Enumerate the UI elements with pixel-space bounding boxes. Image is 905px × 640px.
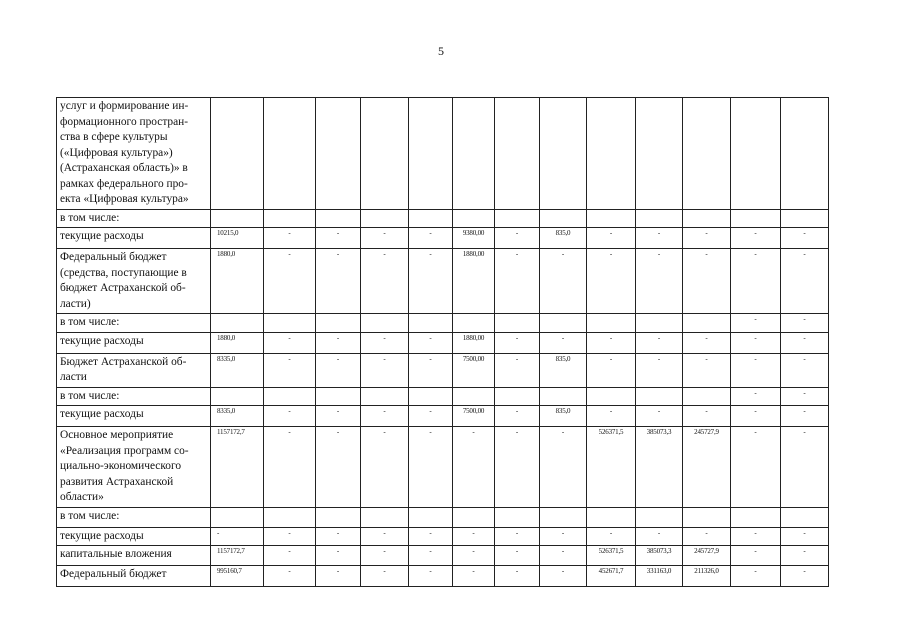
value-cell: [781, 507, 829, 527]
value-cell: [409, 387, 453, 406]
table-row: [57, 249, 829, 314]
value-cell: -: [361, 249, 409, 314]
value-cell: -: [495, 566, 540, 587]
value-cell: -: [636, 228, 683, 249]
value-cell: -: [409, 228, 453, 249]
value-cell: -: [495, 353, 540, 387]
table-row: [57, 566, 829, 587]
value-cell: [495, 98, 540, 210]
value-cell: -: [636, 332, 683, 353]
value-cell: -: [540, 332, 587, 353]
value-cell: -: [683, 406, 731, 427]
value-cell: 245727,9: [683, 427, 731, 508]
value-cell: [731, 507, 781, 527]
value-cell: -: [495, 546, 540, 566]
value-cell: [264, 314, 316, 333]
value-cell: -: [316, 527, 361, 546]
value-cell: -: [316, 546, 361, 566]
value-cell: -: [453, 427, 495, 508]
value-cell: -: [453, 546, 495, 566]
value-cell: -: [683, 228, 731, 249]
value-cell: [781, 209, 829, 228]
value-cell: 211326,0: [683, 566, 731, 587]
value-cell: [361, 209, 409, 228]
value-cell: [587, 98, 636, 210]
value-cell: -: [731, 546, 781, 566]
value-cell: -: [361, 228, 409, 249]
value-cell: 331163,0: [636, 566, 683, 587]
value-cell: [731, 209, 781, 228]
value-cell: 995160,7: [211, 566, 264, 587]
value-cell: 7500,00: [453, 353, 495, 387]
row-label: в том числе:: [57, 314, 211, 333]
value-cell: -: [781, 353, 829, 387]
value-cell: -: [781, 228, 829, 249]
value-cell: [453, 507, 495, 527]
value-cell: -: [495, 427, 540, 508]
value-cell: -: [409, 427, 453, 508]
value-cell: [495, 314, 540, 333]
budget-table: [56, 97, 829, 587]
value-cell: -: [636, 249, 683, 314]
value-cell: [211, 507, 264, 527]
value-cell: 7500,00: [453, 406, 495, 427]
table-row: [57, 546, 829, 566]
row-label: текущие расходы: [57, 527, 211, 546]
value-cell: -: [731, 527, 781, 546]
value-cell: [409, 507, 453, 527]
value-cell: -: [781, 387, 829, 406]
row-label: в том числе:: [57, 209, 211, 228]
value-cell: -: [781, 332, 829, 353]
value-cell: 835,0: [540, 406, 587, 427]
value-cell: -: [409, 249, 453, 314]
table-row: [57, 427, 829, 508]
value-cell: -: [781, 546, 829, 566]
value-cell: -: [495, 527, 540, 546]
value-cell: [587, 314, 636, 333]
value-cell: [540, 209, 587, 228]
value-cell: 1157172,7: [211, 427, 264, 508]
value-cell: 526371,5: [587, 546, 636, 566]
row-label: текущие расходы: [57, 332, 211, 353]
value-cell: -: [264, 228, 316, 249]
value-cell: [211, 98, 264, 210]
value-cell: [495, 209, 540, 228]
value-cell: -: [264, 527, 316, 546]
value-cell: 9380,00: [453, 228, 495, 249]
value-cell: -: [683, 353, 731, 387]
value-cell: -: [540, 427, 587, 508]
value-cell: [540, 507, 587, 527]
value-cell: 8335,0: [211, 406, 264, 427]
value-cell: -: [495, 406, 540, 427]
value-cell: [636, 507, 683, 527]
row-label: в том числе:: [57, 387, 211, 406]
table-row: [57, 332, 829, 353]
value-cell: 245727,9: [683, 546, 731, 566]
value-cell: 835,0: [540, 353, 587, 387]
value-cell: [540, 314, 587, 333]
value-cell: -: [540, 546, 587, 566]
value-cell: [683, 387, 731, 406]
value-cell: [587, 507, 636, 527]
value-cell: 1880,00: [453, 332, 495, 353]
value-cell: [316, 209, 361, 228]
value-cell: -: [495, 332, 540, 353]
value-cell: -: [453, 566, 495, 587]
table-row: [57, 228, 829, 249]
value-cell: [361, 507, 409, 527]
value-cell: [683, 507, 731, 527]
value-cell: -: [361, 527, 409, 546]
table-row: [57, 353, 829, 387]
value-cell: -: [211, 527, 264, 546]
value-cell: -: [781, 566, 829, 587]
value-cell: -: [453, 527, 495, 546]
value-cell: [316, 507, 361, 527]
value-cell: -: [587, 249, 636, 314]
value-cell: [731, 98, 781, 210]
value-cell: -: [264, 353, 316, 387]
value-cell: [683, 314, 731, 333]
row-label: Федеральный бюджет: [57, 566, 211, 587]
value-cell: -: [636, 406, 683, 427]
value-cell: [540, 387, 587, 406]
value-cell: -: [731, 427, 781, 508]
value-cell: -: [409, 332, 453, 353]
value-cell: -: [361, 566, 409, 587]
value-cell: -: [781, 427, 829, 508]
value-cell: [264, 98, 316, 210]
value-cell: -: [264, 406, 316, 427]
value-cell: [587, 209, 636, 228]
value-cell: -: [316, 353, 361, 387]
value-cell: [453, 387, 495, 406]
value-cell: [540, 98, 587, 210]
value-cell: -: [587, 406, 636, 427]
value-cell: [211, 387, 264, 406]
value-cell: -: [683, 249, 731, 314]
value-cell: [361, 98, 409, 210]
value-cell: [264, 209, 316, 228]
value-cell: -: [731, 332, 781, 353]
table-row: [57, 527, 829, 546]
value-cell: -: [316, 427, 361, 508]
value-cell: -: [316, 249, 361, 314]
value-cell: -: [731, 387, 781, 406]
value-cell: -: [264, 249, 316, 314]
value-cell: -: [361, 406, 409, 427]
row-label: в том числе:: [57, 507, 211, 527]
value-cell: 385073,3: [636, 427, 683, 508]
value-cell: 526371,5: [587, 427, 636, 508]
value-cell: [211, 209, 264, 228]
value-cell: [361, 314, 409, 333]
value-cell: 452671,7: [587, 566, 636, 587]
value-cell: [409, 209, 453, 228]
value-cell: -: [264, 566, 316, 587]
value-cell: -: [316, 332, 361, 353]
value-cell: [316, 98, 361, 210]
value-cell: 10215,0: [211, 228, 264, 249]
value-cell: -: [540, 566, 587, 587]
value-cell: -: [316, 406, 361, 427]
value-cell: 8335,0: [211, 353, 264, 387]
value-cell: [211, 314, 264, 333]
value-cell: -: [781, 406, 829, 427]
value-cell: -: [781, 527, 829, 546]
value-cell: 385073,3: [636, 546, 683, 566]
value-cell: -: [264, 427, 316, 508]
page-number: 5: [438, 44, 444, 58]
value-cell: -: [731, 228, 781, 249]
value-cell: -: [316, 228, 361, 249]
value-cell: [636, 209, 683, 228]
value-cell: [683, 98, 731, 210]
value-cell: -: [409, 406, 453, 427]
value-cell: -: [731, 249, 781, 314]
value-cell: [409, 98, 453, 210]
value-cell: 1880,0: [211, 332, 264, 353]
value-cell: -: [316, 566, 361, 587]
value-cell: -: [636, 527, 683, 546]
value-cell: [453, 98, 495, 210]
value-cell: [781, 98, 829, 210]
row-label: текущие расходы: [57, 406, 211, 427]
table-row: [57, 507, 829, 527]
value-cell: -: [540, 249, 587, 314]
value-cell: -: [409, 527, 453, 546]
value-cell: [316, 314, 361, 333]
value-cell: -: [409, 546, 453, 566]
table-row: [57, 387, 829, 406]
value-cell: -: [361, 332, 409, 353]
value-cell: -: [540, 527, 587, 546]
value-cell: [683, 209, 731, 228]
value-cell: [264, 387, 316, 406]
value-cell: [636, 387, 683, 406]
value-cell: -: [731, 566, 781, 587]
value-cell: 1157172,7: [211, 546, 264, 566]
table-row: [57, 209, 829, 228]
table-row: [57, 406, 829, 427]
value-cell: [409, 314, 453, 333]
value-cell: [636, 98, 683, 210]
value-cell: -: [361, 353, 409, 387]
value-cell: -: [731, 353, 781, 387]
value-cell: -: [495, 228, 540, 249]
value-cell: -: [361, 546, 409, 566]
value-cell: -: [409, 566, 453, 587]
row-label: услуг и формирование ин- формационного простран- ства в сфере культуры («Цифровая культура») (Астраханская область)» в рамках федерального про- екта «Цифровая культура»: [57, 98, 211, 210]
value-cell: -: [781, 314, 829, 333]
value-cell: [264, 507, 316, 527]
row-label: Основное мероприятие «Реализация программ со- циально-экономического развития Астраханской области»: [57, 427, 211, 508]
value-cell: 1880,00: [453, 249, 495, 314]
value-cell: 835,0: [540, 228, 587, 249]
value-cell: -: [361, 427, 409, 508]
value-cell: -: [731, 314, 781, 333]
value-cell: -: [683, 332, 731, 353]
row-label: капитальные вложения: [57, 546, 211, 566]
value-cell: -: [587, 527, 636, 546]
value-cell: [453, 209, 495, 228]
value-cell: -: [587, 332, 636, 353]
value-cell: -: [495, 249, 540, 314]
value-cell: -: [587, 353, 636, 387]
value-cell: [361, 387, 409, 406]
value-cell: -: [636, 353, 683, 387]
value-cell: -: [264, 546, 316, 566]
value-cell: [495, 387, 540, 406]
value-cell: [316, 387, 361, 406]
table-row: [57, 98, 829, 210]
value-cell: 1880,0: [211, 249, 264, 314]
row-label: Федеральный бюджет (средства, поступающие в бюджет Астраханской об- ласти): [57, 249, 211, 314]
value-cell: -: [683, 527, 731, 546]
table-row: [57, 314, 829, 333]
row-label: Бюджет Астраханской об- ласти: [57, 353, 211, 387]
value-cell: -: [781, 249, 829, 314]
value-cell: -: [264, 332, 316, 353]
value-cell: [636, 314, 683, 333]
value-cell: [495, 507, 540, 527]
value-cell: -: [409, 353, 453, 387]
value-cell: -: [731, 406, 781, 427]
value-cell: -: [587, 228, 636, 249]
row-label: текущие расходы: [57, 228, 211, 249]
value-cell: [453, 314, 495, 333]
value-cell: [587, 387, 636, 406]
